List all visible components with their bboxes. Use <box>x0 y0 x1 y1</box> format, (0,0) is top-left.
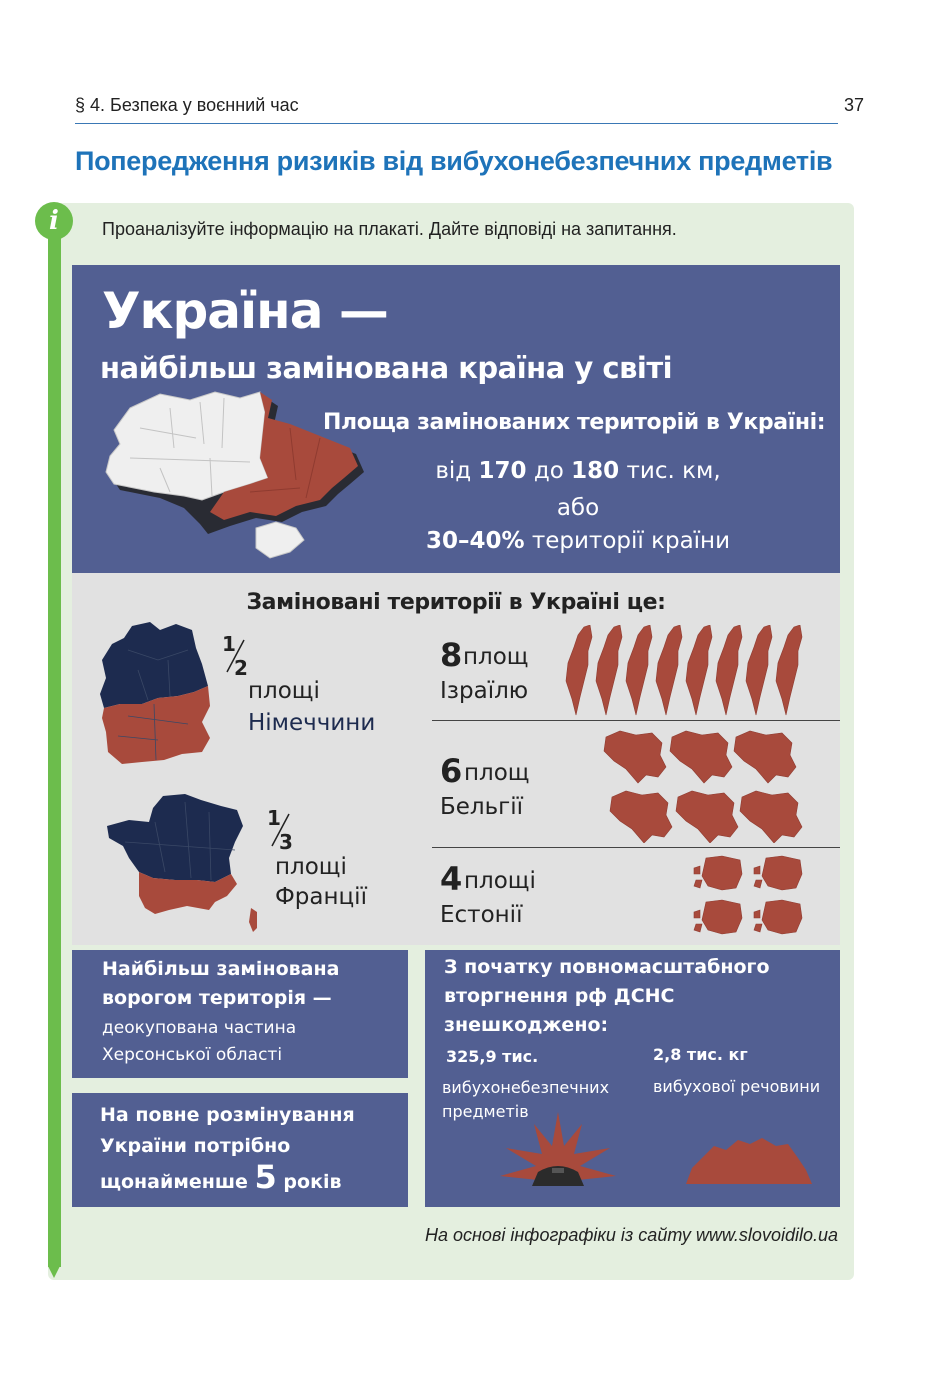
area-text: від <box>435 458 479 484</box>
demining-text: років <box>276 1171 342 1193</box>
mined-area-percent <box>318 528 838 554</box>
mined-area-heading: Площа замінованих територій в Україні: <box>323 410 826 435</box>
poster-title: Україна — <box>102 282 388 340</box>
area-min-value: 170 <box>478 458 527 484</box>
germany-label: площі <box>248 678 320 704</box>
demining-text: щонайменше <box>100 1171 255 1193</box>
france-fraction-num: 1 <box>267 806 281 830</box>
dsns-stat2-value: 2,8 тис. кг <box>653 1045 748 1064</box>
explosive-pile-icon <box>684 1132 814 1186</box>
most-mined-line4: Херсонської області <box>102 1045 283 1065</box>
germany-map-icon <box>98 620 216 768</box>
estonia-maps-icon <box>690 852 806 940</box>
dsns-stat2-label1: вибухової речовини <box>653 1077 821 1096</box>
instruction-text: Проаналізуйте інформацію на плакаті. Дайте відповіді на запитання. <box>102 219 677 239</box>
dsns-stat1-value: 325,9 тис. <box>446 1047 539 1066</box>
estonia-word: площі <box>464 868 536 894</box>
demining-years-value: 5 <box>254 1158 277 1196</box>
area-text: до <box>526 458 572 484</box>
estonia-country: Естонії <box>440 902 523 928</box>
comparison-heading: Заміновані території в Україні це: <box>246 590 666 615</box>
most-mined-line3: деокупована частина <box>102 1018 297 1038</box>
dsns-stat1-label1: вибухонебезпечних <box>442 1078 610 1097</box>
area-percent-value: 30–40% <box>425 528 525 554</box>
france-country: Франції <box>275 884 367 910</box>
israel-word: площ <box>463 644 529 670</box>
comparison-divider <box>432 847 840 848</box>
belgium-maps-icon <box>600 727 806 843</box>
germany-fraction-den: 2 <box>234 656 248 680</box>
estonia-count: 4 <box>440 860 463 898</box>
dsns-head2: вторгнення рф ДСНС <box>444 985 675 1007</box>
most-mined-head1: Найбільш замінована <box>102 958 340 980</box>
info-side-bar <box>48 222 61 1267</box>
demining-line3 <box>100 1158 342 1196</box>
info-icon: i <box>35 202 73 240</box>
poster-subtitle: найбільш замінована країна у світі <box>100 351 673 385</box>
belgium-country: Бельгії <box>440 794 524 820</box>
header-rule <box>75 123 838 124</box>
info-bar-arrow <box>48 1266 60 1278</box>
most-mined-head2: ворогом територія — <box>102 987 332 1009</box>
dsns-stat1-label2: предметів <box>442 1102 529 1121</box>
israel-country: Ізраїлю <box>440 678 529 704</box>
running-header: § 4. Безпека у воєнний час <box>75 95 299 115</box>
france-fraction-den: 3 <box>279 830 293 854</box>
belgium-count: 6 <box>440 752 463 790</box>
israel-maps-icon <box>564 625 809 717</box>
area-or: або <box>556 495 600 521</box>
france-label: площі <box>275 854 347 880</box>
page-number: 37 <box>843 95 864 115</box>
dsns-head3: знешкоджено: <box>444 1014 609 1036</box>
mined-area-range <box>318 458 838 484</box>
section-title: Попередження ризиків від вибухонебезпечних предметів <box>75 146 833 176</box>
germany-fraction-num: 1 <box>222 632 236 656</box>
area-unit: тис. км, <box>619 458 721 484</box>
demining-line1: На повне розмінування <box>100 1104 355 1126</box>
area-percent-text: території країни <box>524 528 731 554</box>
comparison-divider <box>432 720 840 721</box>
source-caption: На основі інфографіки із сайту www.slovoidilo.ua <box>425 1225 838 1245</box>
france-map-icon <box>105 792 265 936</box>
israel-count: 8 <box>440 636 463 674</box>
germany-country: Німеччини <box>248 710 376 736</box>
demining-line2: України потрібно <box>100 1135 291 1157</box>
explosion-icon <box>498 1110 618 1190</box>
belgium-word: площ <box>464 760 530 786</box>
dsns-head1: З початку повномасштабного <box>444 956 770 978</box>
area-max-value: 180 <box>571 458 620 484</box>
